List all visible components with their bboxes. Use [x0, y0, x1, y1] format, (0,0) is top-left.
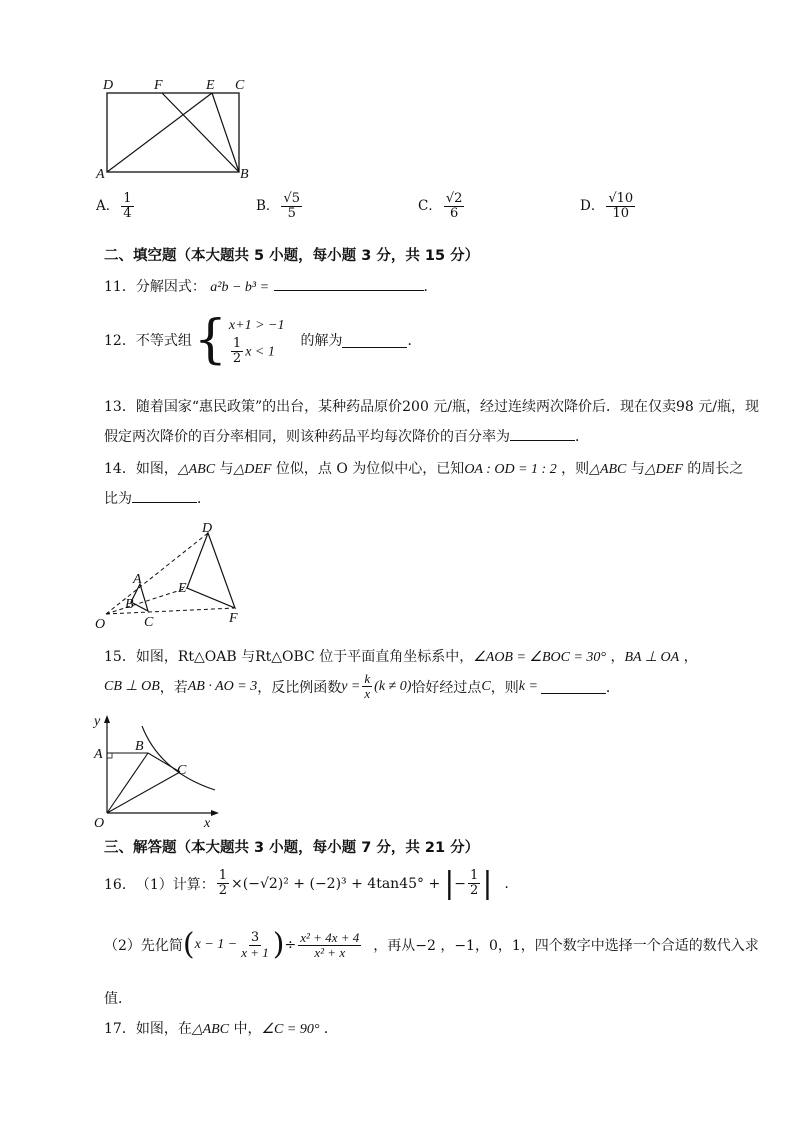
label-F: F: [154, 78, 163, 93]
label-F: F: [229, 611, 238, 626]
question-16-line3: 值．: [104, 991, 132, 1007]
option-a: A． $\frac{1}{4}$: [96, 191, 132, 221]
label-A: A: [96, 167, 105, 182]
answer-blank-11[interactable]: [274, 276, 424, 291]
question-11: 11．分解因式： a²b − b³ = ．: [104, 276, 438, 296]
label-O: O: [94, 816, 105, 830]
label-A: A: [133, 572, 142, 587]
label-x: x: [204, 816, 211, 830]
section-solutions-heading: 三、解答题（本大题共 3 小题，每小题 7 分，共 21 分）: [104, 840, 480, 856]
question-13-line2: 假定两次降价的百分率相同，则该种药品平均每次降价的百分率为 ．: [104, 426, 589, 446]
label-E: E: [206, 78, 215, 93]
question-15-line2: CB ⊥ OB ，若 AB · AO = 3 ，反比例函数 y = $\frac{k}{x}$ (k ≠ 0) 恰好经过点 C ，则 k = ．: [104, 671, 620, 701]
question-14-line1: 14．如图，△ABC 与△DEF 位似，点 O 为位似中心，已知OA : OD = 1 : 2 ，则△ABC 与△DEF 的周长之: [104, 461, 744, 477]
label-C: C: [235, 78, 245, 93]
answer-blank-12[interactable]: [342, 333, 407, 348]
label-D: D: [202, 521, 213, 536]
option-c: C． $\frac{√2}{6}$: [418, 191, 463, 221]
question-16-part1: 16． （1）计算： $\frac{1}{2}$ ×(−√2)² + (−2)³ + 4tan45° + | − $\frac{1}{2}$ | .: [104, 866, 509, 901]
answer-blank-14[interactable]: [132, 488, 197, 503]
label-A: A: [94, 747, 103, 762]
label-C: C: [177, 763, 187, 778]
question-12: 12． 不等式组 { x+1 > −1 $\frac{1}{2}$ x < 1 的解为 ．: [104, 310, 422, 370]
option-d: D． $\frac{√10}{10}$: [580, 191, 634, 221]
question-17: 17．如图，在△ABC 中，∠C = 90° ．: [104, 1021, 338, 1037]
label-B: B: [135, 739, 144, 754]
label-y: y: [94, 714, 101, 729]
homothety-figure: [90, 518, 250, 633]
label-C: C: [144, 615, 154, 630]
label-E: E: [178, 581, 187, 596]
option-b: B． $\frac{√5}{5}$: [256, 191, 300, 221]
label-B: B: [240, 167, 249, 182]
label-B: B: [125, 597, 134, 612]
answer-blank-13[interactable]: [510, 426, 575, 441]
question-13-line1: 13．随着国家“惠民政策”的出台，某种药品原价200 元/瓶，经过连续两次降价后．现在仅卖98 元/瓶，现: [104, 399, 759, 415]
coordinate-figure: [90, 712, 225, 830]
question-15-line1: 15．如图，Rt△OAB 与Rt△OBC 位于平面直角坐标系中，∠AOB = ∠BOC = 30° ，BA ⊥ OA ，: [104, 649, 698, 665]
label-D: D: [103, 78, 114, 93]
rectangle-figure: [92, 74, 262, 184]
label-O: O: [95, 617, 106, 632]
question-16-part2: （2）先化简 ( x − 1 − $\frac{3}{x + 1}$ ) ÷ $\frac{\text{x² + 4x + 4}}{\text{x² + x}}$ ，再从−2 ，−1，0，1，四个数字中选择一个合适的数代入求: [104, 927, 759, 962]
question-14-line2: 比为 ．: [104, 488, 211, 508]
answer-blank-15[interactable]: [541, 679, 606, 694]
section-fill-blank-heading: 二、填空题（本大题共 5 小题，每小题 3 分，共 15 分）: [104, 248, 480, 264]
